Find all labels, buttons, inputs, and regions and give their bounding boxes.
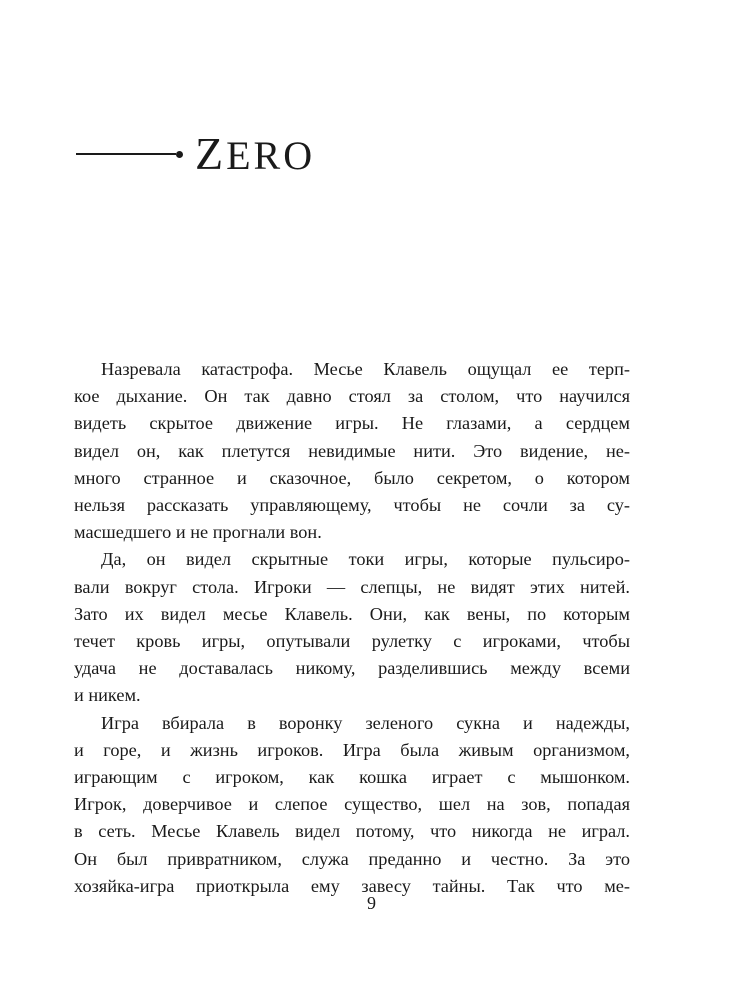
text-line: Он был привратником, служа преданно и честно. За это xyxy=(74,848,630,869)
chapter-heading xyxy=(76,126,315,182)
text-line: Назревала катастрофа. Месье Клавель ощущал ее терп- xyxy=(101,359,630,379)
text-line: вали вокруг стола. Игроки — слепцы, не видят этих нитей. xyxy=(74,576,630,597)
text-line: играющим с игроком, как кошка играет с мышонком. xyxy=(74,767,630,788)
text-line: Игра вбирала в воронку зеленого сукна и надежды, xyxy=(101,712,630,733)
text-line: течет кровь игры, опутывали рулетку с игроками, чтобы xyxy=(74,631,630,652)
text-line: видел он, как плетутся невидимые нити. Это видение, не- xyxy=(74,440,630,461)
chapter-title-rest: ERO xyxy=(226,133,316,178)
text-line: и никем. xyxy=(74,685,141,706)
paragraph xyxy=(74,546,630,709)
chapter-title-initial: Z xyxy=(195,128,227,179)
text-line: удача не доставалась никому, разделившись между всеми xyxy=(74,658,630,679)
heading-dot xyxy=(176,151,183,158)
text-line: нельзя рассказать управляющему, чтобы не сочли за су- xyxy=(74,495,630,516)
heading-rule xyxy=(76,153,176,154)
text-line: масшедшего и не прогнали вон. xyxy=(74,522,322,543)
text-line: Да, он видел скрытные токи игры, которые пульсиро- xyxy=(101,549,630,570)
page-number: 9 xyxy=(367,893,376,913)
text-line: в сеть. Месье Клавель видел потому, что никогда не играл. xyxy=(74,821,630,842)
text-line: Зато их видел месье Клавель. Они, как вены, по которым xyxy=(74,603,630,624)
text-line: Игрок, доверчивое и слепое существо, шел на зов, попадая xyxy=(74,794,630,815)
text-line: и горе, и жизнь игроков. Игра была живым организмом, xyxy=(74,739,630,760)
text-line: хозяйка-игра приоткрыла ему завесу тайны. Так что ме- xyxy=(74,875,630,896)
text-line: много странное и сказочное, было секретом, о котором xyxy=(74,467,630,488)
paragraph xyxy=(74,710,630,900)
paragraph xyxy=(74,356,630,546)
text-line: видеть скрытое движение игры. Не глазами, а сердцем xyxy=(74,413,630,434)
text-line: кое дыхание. Он так давно стоял за столом, что научился xyxy=(74,386,630,407)
chapter-title xyxy=(195,128,316,179)
body-text xyxy=(74,356,630,900)
